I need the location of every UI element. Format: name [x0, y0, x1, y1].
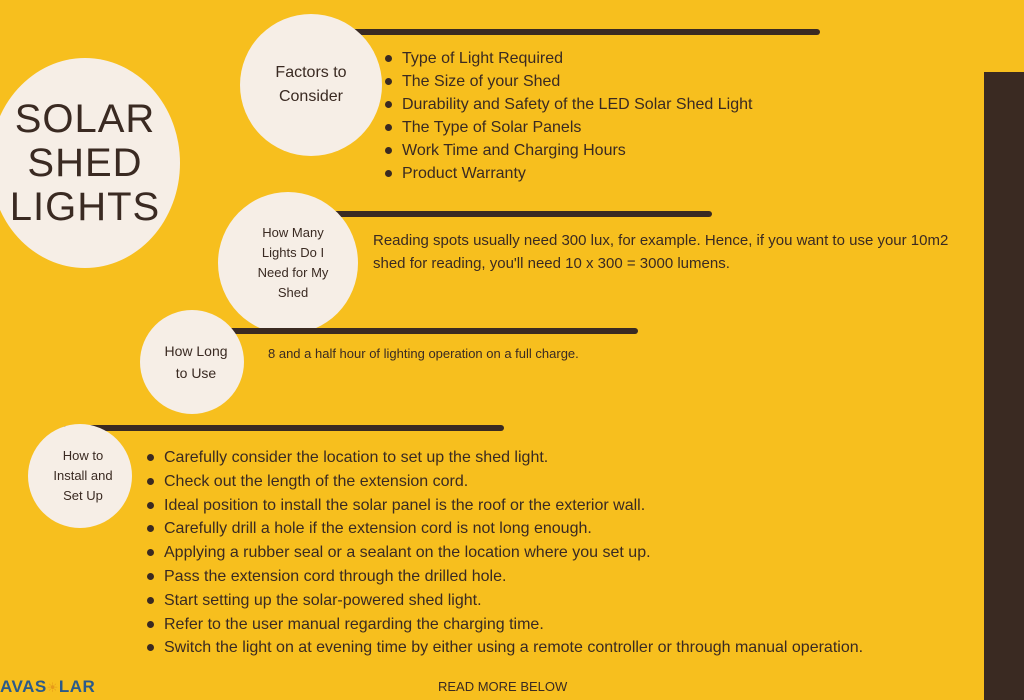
install-heading-badge [28, 424, 132, 528]
decorative-side-bar [984, 72, 1024, 700]
how-many-heading: How Many Lights Do I Need for My Shed [257, 225, 329, 300]
list-item: The Size of your Shed [382, 70, 802, 93]
sun-icon: ☀ [46, 680, 59, 695]
read-more-label: READ MORE BELOW [438, 679, 568, 694]
install-steps-list [144, 446, 964, 660]
install-heading: How to Install and Set Up [53, 448, 113, 503]
list-item: Ideal position to install the solar panel is the roof or the exterior wall. [144, 494, 964, 518]
factors-list [382, 47, 802, 185]
brush-divider [192, 328, 638, 334]
list-item: Start setting up the solar-powered shed light. [144, 589, 964, 613]
how-long-text: 8 and a half hour of lighting operation on a full charge. [268, 346, 579, 361]
list-item: Carefully consider the location to set up the shed light. [144, 446, 964, 470]
brush-divider [70, 425, 504, 431]
factors-heading: Factors to Consider [275, 64, 347, 105]
list-item: Switch the light on at evening time by either using a remote controller or through manual operation. [144, 636, 964, 660]
how-many-text: Reading spots usually need 300 lux, for example. Hence, if you want to use your 10m2 shed for reading, you'll need 10 x 300 = 3000 lumens. [373, 232, 949, 272]
list-item: Pass the extension cord through the drilled hole. [144, 565, 964, 589]
list-item: Check out the length of the extension cord. [144, 470, 964, 494]
how-many-heading-badge [218, 192, 358, 334]
list-item: Carefully drill a hole if the extension cord is not long enough. [144, 517, 964, 541]
list-item: Refer to the user manual regarding the charging time. [144, 613, 964, 637]
brush-divider [308, 29, 820, 35]
list-item: Type of Light Required [382, 47, 802, 70]
list-item: The Type of Solar Panels [382, 116, 802, 139]
list-item: Product Warranty [382, 162, 802, 185]
list-item: Durability and Safety of the LED Solar Shed Light [382, 93, 802, 116]
factors-heading-badge [240, 14, 382, 156]
page-title: SOLAR SHED LIGHTS [9, 97, 161, 229]
how-long-heading-badge [140, 310, 244, 414]
how-long-heading: How Long to Use [164, 343, 228, 381]
title-badge [0, 58, 180, 268]
brand-logo[interactable]: AVAS☀LAR [0, 677, 96, 696]
list-item: Work Time and Charging Hours [382, 139, 802, 162]
brush-divider [286, 211, 712, 217]
list-item: Applying a rubber seal or a sealant on the location where you set up. [144, 541, 964, 565]
